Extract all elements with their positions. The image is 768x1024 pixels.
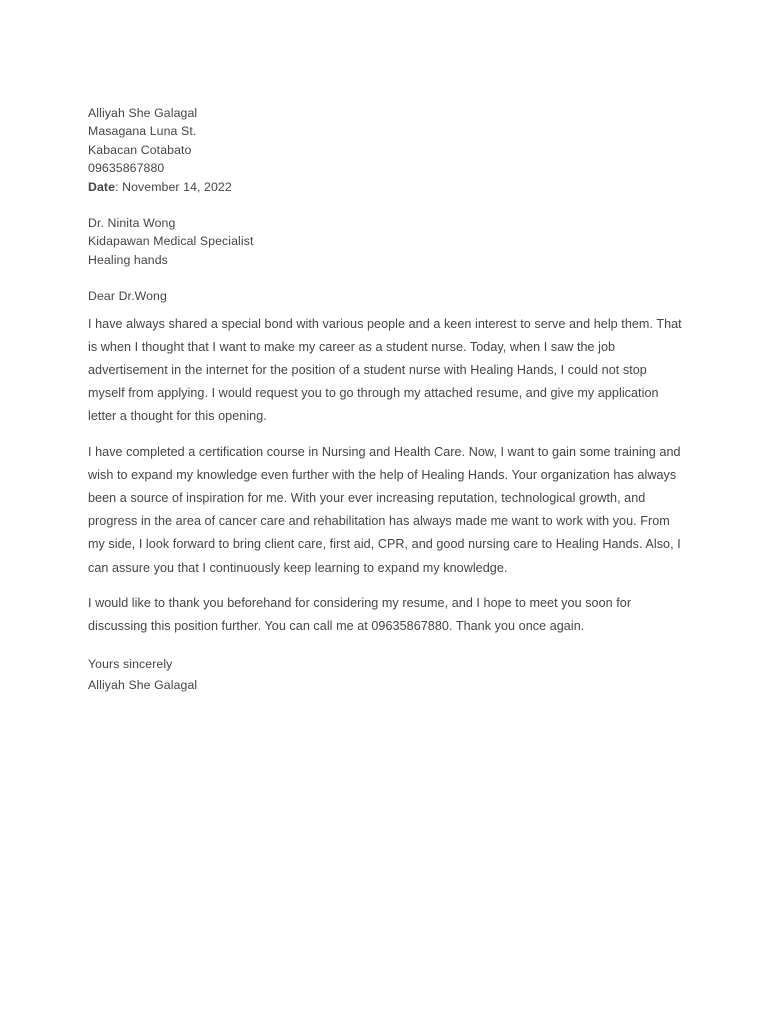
recipient-address-block <box>88 214 682 269</box>
valediction: Yours sincerely <box>88 657 173 672</box>
sender-phone: 09635867880 <box>88 161 165 176</box>
letter-body <box>88 104 682 695</box>
recipient-name: Dr. Ninita Wong <box>88 216 176 231</box>
closing-block <box>88 654 682 695</box>
sender-name: Alliyah She Galagal <box>88 106 198 120</box>
sender-address-block <box>88 104 682 196</box>
salutation: Dear Dr.Wong <box>88 289 167 304</box>
date-label: Date <box>88 179 116 194</box>
body-paragraph-3: I would like to thank you beforehand for considering my resume, and I hope to meet you soon for discussing this position further. You can call me at 09635867880. Thank you once again. <box>88 595 632 634</box>
recipient-department: Healing hands <box>88 252 168 267</box>
sender-city: Kabacan Cotabato <box>88 142 192 157</box>
sender-street: Masagana Luna St. <box>88 124 197 139</box>
body-paragraph-2: I have completed a certification course in Nursing and Health Care. Now, I want to gain some training and wish to expand my knowledge even further with the help of Healing Hands. Your organization has always been a source of inspiration for me. With your ever increasing reputation, technological growth, and progress in the area of cancer care and rehabilitation has always made me want to work with you. From my side, I look forward to bring client care, first aid, CPR, and good nursing care to Healing Hands. Also, I can assure you that I continuously keep learning to expand my knowledge. <box>88 444 681 575</box>
recipient-organization: Kidapawan Medical Specialist <box>88 234 254 249</box>
date-value: November 14, 2022 <box>122 179 232 194</box>
signature-name: Alliyah She Galagal <box>88 677 198 692</box>
body-paragraph-1: I have always shared a special bond with various people and a keen interest to serve and help them. That is when I thought that I want to make my career as a student nurse. Today, when I saw the job advertisement in the internet for the position of a student nurse with Healing Hands, I could not stop myself from applying. I would request you to go through my attached resume, and give my application letter a thought for this opening. <box>88 316 682 424</box>
date-separator: : <box>115 179 123 194</box>
date-line <box>88 178 682 196</box>
